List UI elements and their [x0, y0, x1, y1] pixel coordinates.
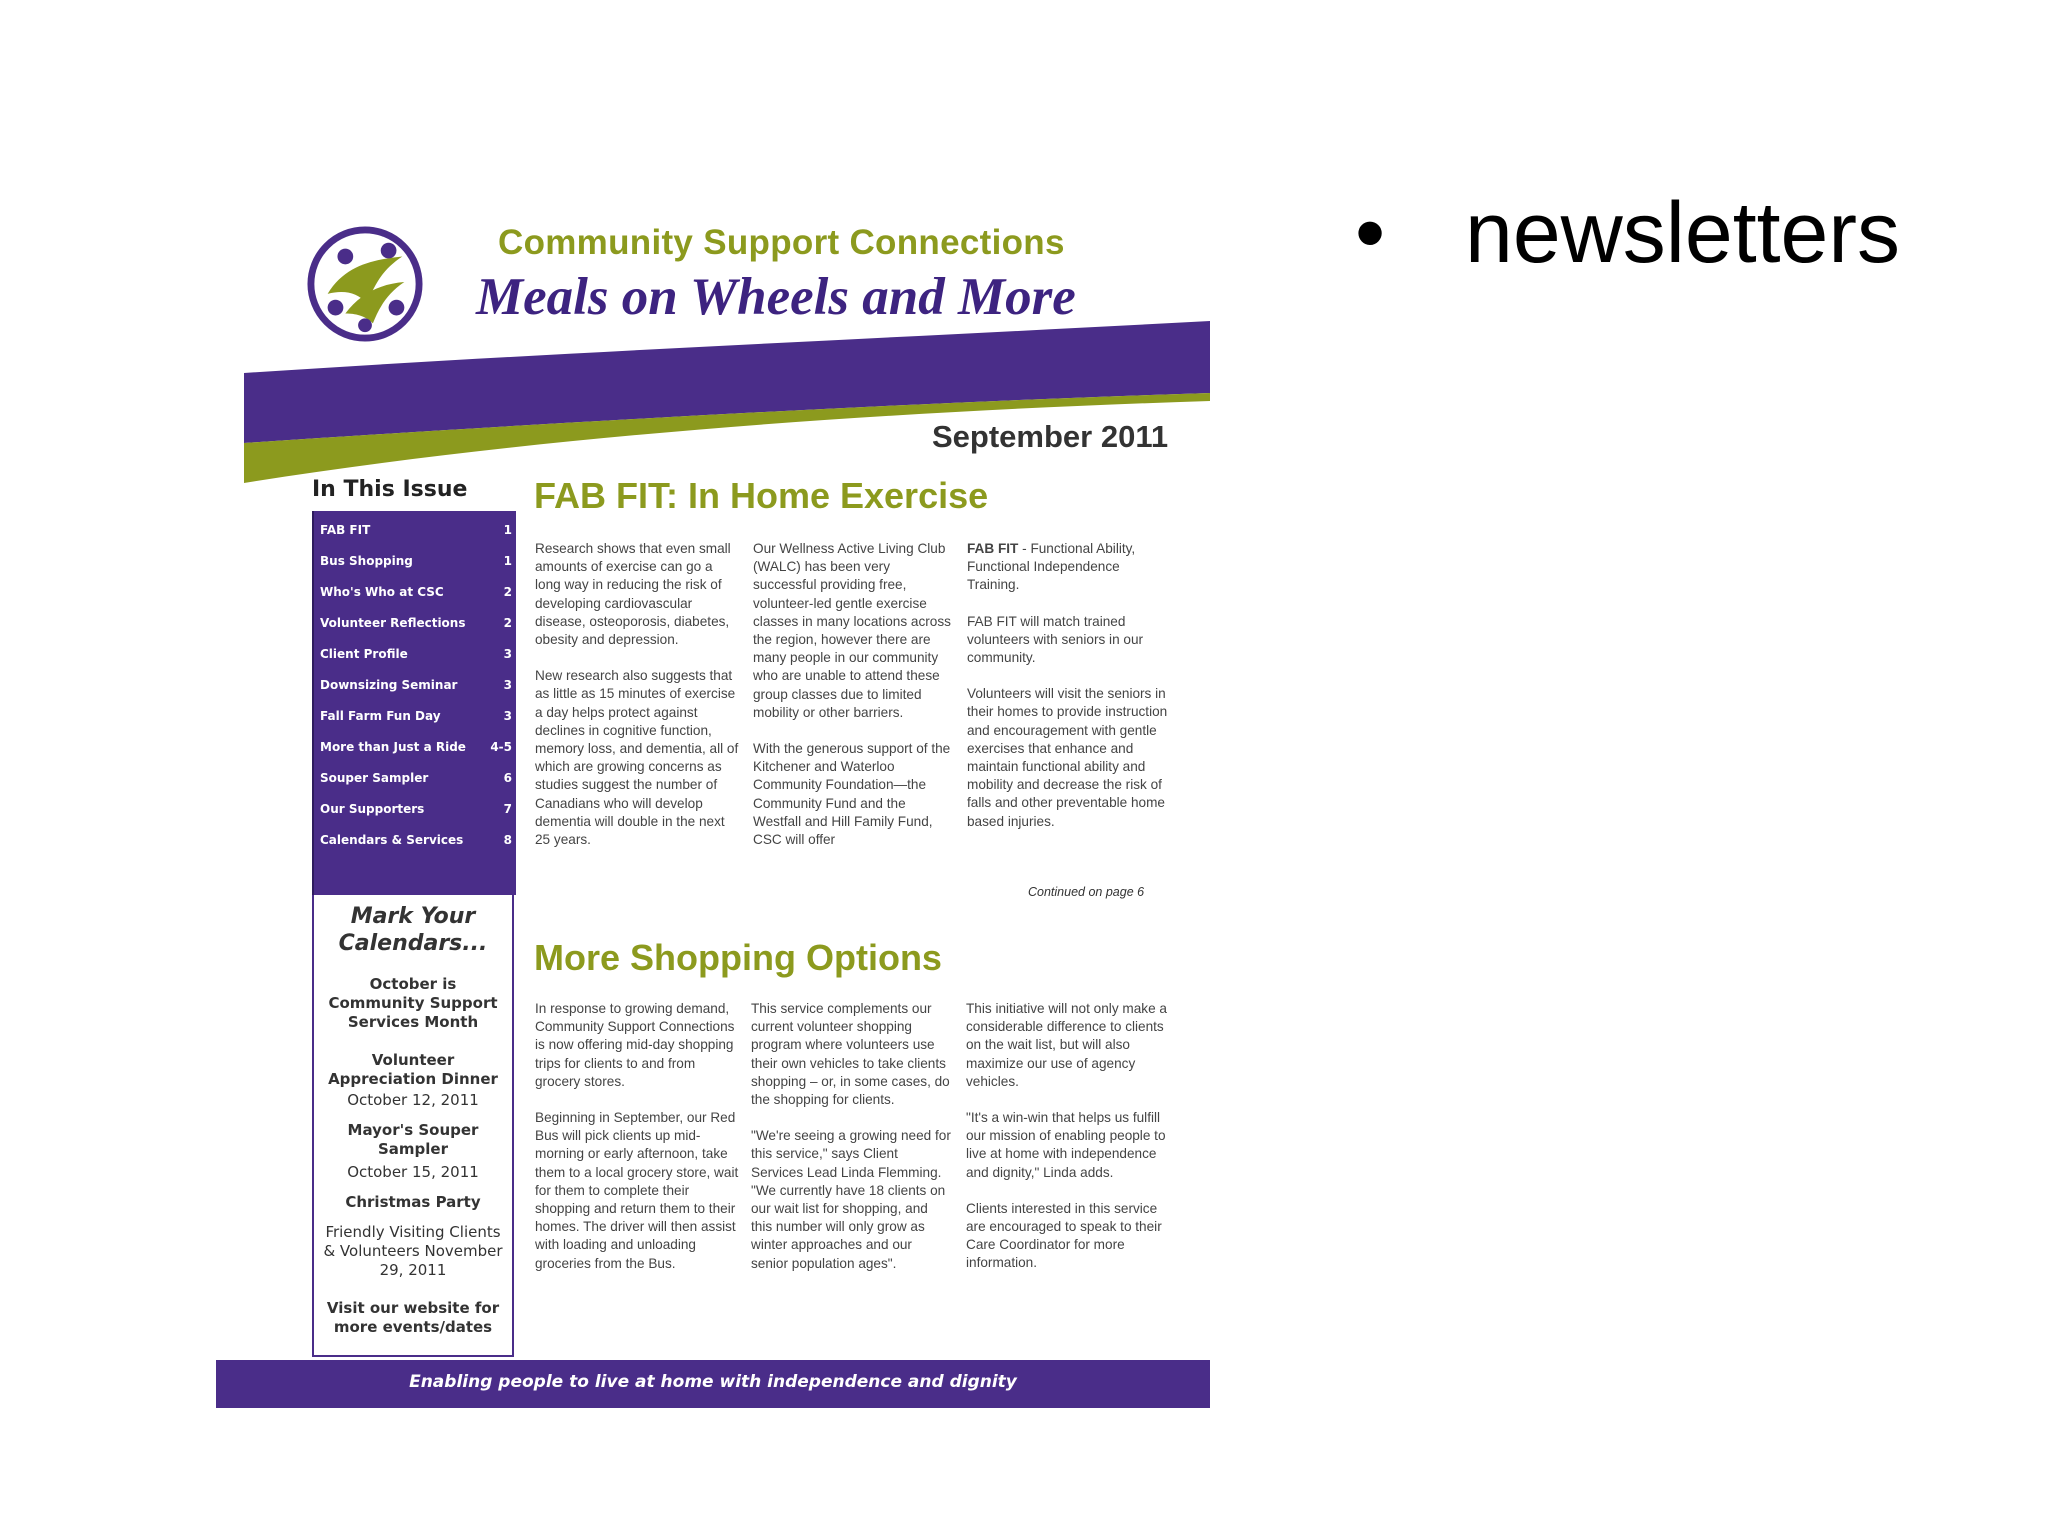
calendar-item: Mayor's Souper Sampler: [347, 1121, 479, 1158]
calendar-box: [312, 895, 514, 1357]
bullet-text: newsletters: [1465, 185, 1900, 281]
calendar-title: Mark Your Calendars...: [338, 904, 488, 956]
bullet-dot: •: [1355, 185, 1386, 281]
article-title: More Shopping Options: [534, 937, 942, 978]
calendar-link[interactable]: Visit our website for more events/dates: [326, 1299, 500, 1336]
newsletter-title: Meals on Wheels and More: [476, 268, 1076, 326]
toc-item: Calendars & Services 8: [320, 833, 512, 847]
toc-item: Bus Shopping 1: [320, 554, 512, 568]
article-title: FAB FIT: In Home Exercise: [534, 475, 989, 516]
calendar-date: October 15, 2011: [347, 1163, 479, 1181]
toc-item: FAB FIT 1: [320, 523, 512, 537]
article-column: This initiative will not only make a considerable difference to clients on the wait list, but will also maximize our use of agency vehicles. "It's a win-win that helps us fulfill our mission of enabling people to live at home with independence and dignity," Linda adds. Clients interested in this service are encouraged to speak to their Care Coordinator for more information.: [966, 1001, 1167, 1271]
calendar-item: Friendly Visiting Clients & Volunteers November 29, 2011: [323, 1223, 503, 1279]
header-swoosh: [244, 313, 1210, 483]
footer-tagline: Enabling people to live at home with independence and dignity: [409, 1372, 1017, 1392]
table-of-contents: [312, 511, 516, 895]
toc-item: Downsizing Seminar 3: [320, 678, 512, 692]
in-this-issue-heading: In This Issue: [312, 477, 468, 502]
calendar-date: October 12, 2011: [347, 1091, 479, 1109]
continued-note: Continued on page 6: [1028, 885, 1145, 899]
calendar-item: Christmas Party: [345, 1193, 481, 1211]
organization-name: Community Support Connections: [498, 223, 1065, 262]
footer-band: [216, 1360, 1210, 1408]
toc-item: Our Supporters 7: [320, 802, 512, 816]
article-column: Our Wellness Active Living Club (WALC) has been very successful providing free, volunteer-led gentle exercise classes in many locations across the region, however there are many people in our community who are unable to attend these group classes due to limited mobility or other barriers. With the generous support of the Kitchener and Waterloo Community Foundation—the Community Fund and the Westfall and Hill Family Fund, CSC will offer: [753, 541, 951, 848]
toc-item: Volunteer Reflections 2: [320, 616, 512, 630]
article-column: This service complements our current volunteer shopping program where volunteers use their own vehicles to take clients shopping – or, in some cases, do the shopping for clients. "We're seeing a growing need for this service," says Client Services Lead Linda Flemming. "We currently have 18 clients on our wait list for shopping, and this number will only grow as winter approaches and our senior population ages".: [751, 1001, 951, 1271]
toc-item: Client Profile 3: [320, 647, 512, 661]
calendar-item: Volunteer Appreciation Dinner: [328, 1051, 498, 1088]
article-column: FAB FIT - Functional Ability, Functional Independence Training. FAB FIT will match trained volunteers with seniors in our community. Volunteers will visit the seniors in their homes to provide instruction and encouragement with gentle exercises that enhance and maintain functional ability and mobility and decrease the risk of falls and other preventable home based injuries.: [967, 541, 1168, 829]
article-column: In response to growing demand, Community Support Connections is now offering mid-day shopping trips for clients to and from grocery stores. Beginning in September, our Red Bus will pick clients up mid-morning or early afternoon, take them to a local grocery store, wait for them to complete their shopping and return them to their homes. The driver will then assist with loading and unloading groceries from the Bus.: [535, 1001, 739, 1271]
toc-item: Souper Sampler 6: [320, 771, 512, 785]
calendar-item: October is Community Support Services Month: [328, 975, 498, 1031]
toc-item: Fall Farm Fun Day 3: [320, 709, 512, 723]
issue-date: September 2011: [932, 419, 1169, 454]
newsletter-page: [216, 205, 1210, 1410]
toc-item: More than Just a Ride 4-5: [320, 740, 512, 754]
article-column: Research shows that even small amounts of exercise can go a long way in reducing the risk of developing cardiovascular disease, osteoporosis, diabetes, obesity and depression. New research also suggests that as little as 15 minutes of exercise a day helps protect against declines in cognitive function, memory loss, and dementia, all of which are growing concerns as studies suggest the number of Canadians who will develop dementia will double in the next 25 years.: [535, 541, 739, 848]
toc-item: Who's Who at CSC 2: [320, 585, 512, 599]
